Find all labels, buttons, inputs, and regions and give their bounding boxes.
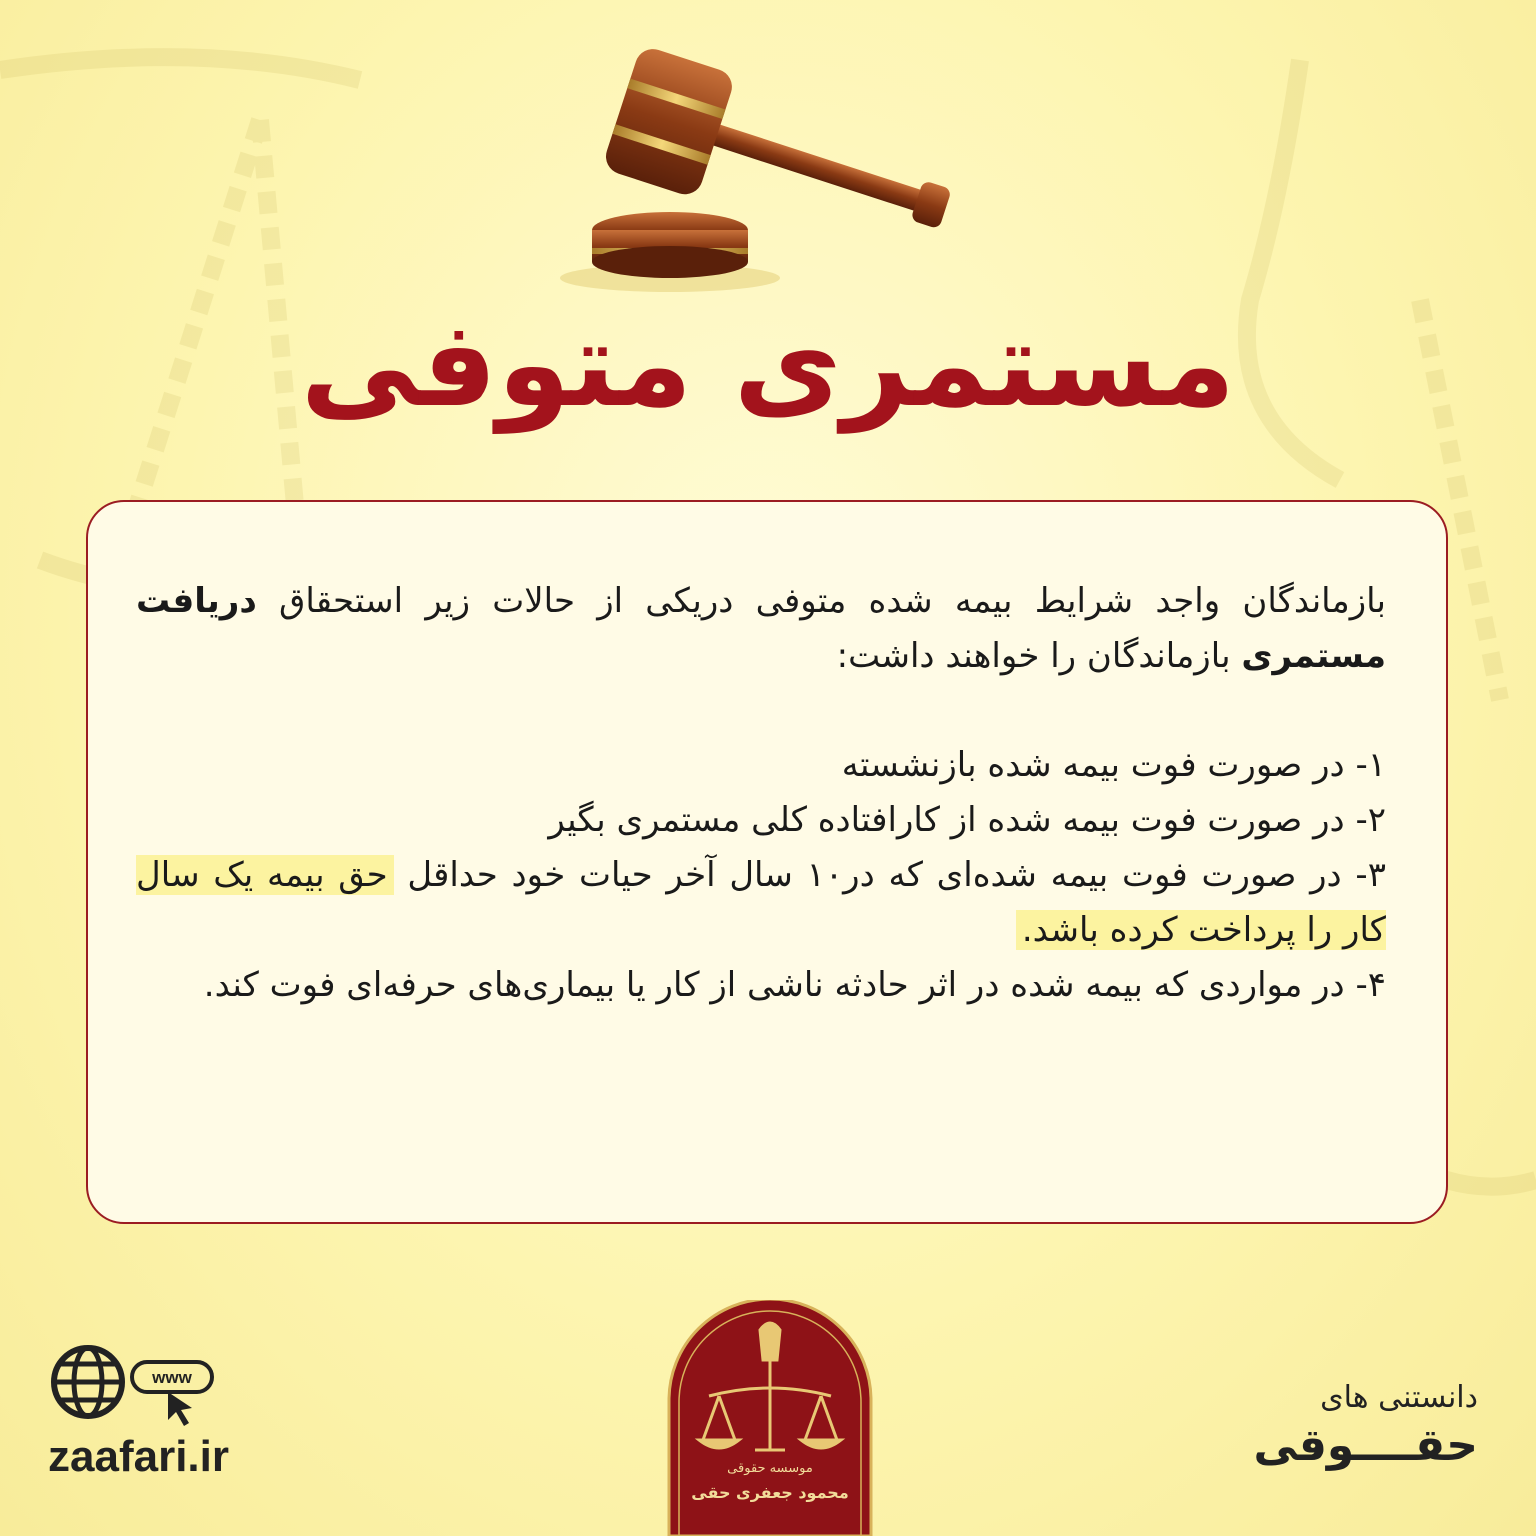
intro-bold: دریافت مستمری xyxy=(136,581,1386,677)
seal-line-1: موسسه حقوقی xyxy=(727,1461,813,1476)
card-text xyxy=(136,574,1386,1014)
spacer xyxy=(136,684,1386,738)
gavel-icon xyxy=(560,40,1000,320)
brand-line-2: حقــــوقی xyxy=(1253,1420,1478,1471)
highlighted-text: حق بیمه یک سال کار را پرداخت کرده باشد. xyxy=(136,855,1386,951)
www-label: www xyxy=(152,1368,192,1387)
seal-line-2: محمود جعفری حقی xyxy=(691,1483,849,1502)
list-item-4: ۴- در مواردی که بیمه شده در اثر حادثه ناشی از کار یا بیماری‌های حرفه‌ای فوت کند. xyxy=(203,965,1386,1006)
list-item-3 xyxy=(136,848,1386,958)
list-item-1: ۱- در صورت فوت بیمه شده بازنشسته xyxy=(841,745,1386,786)
content-card xyxy=(86,500,1448,1224)
cursor-icon xyxy=(168,1392,192,1426)
intro-paragraph xyxy=(136,574,1386,684)
intro-part1: بازماندگان واجد شرایط بیمه شده متوفی دریکی از حالات زیر استحقاق xyxy=(256,581,1386,621)
list-item-2: ۲- در صورت فوت بیمه شده از کارافتاده کلی مستمری بگیر xyxy=(548,800,1386,841)
intro-part2: بازماندگان را خواهند داشت: xyxy=(836,636,1242,677)
website-link[interactable]: zaafari.ir xyxy=(48,1432,229,1481)
brand-line-1: دانستنی های xyxy=(1320,1380,1478,1415)
page-title: مستمری متوفی xyxy=(300,295,1236,433)
globe-www-icon xyxy=(48,1340,218,1440)
brand-block xyxy=(1198,1378,1478,1474)
list-item-3-part1: ۳- در صورت فوت بیمه شده‌ای که در۱۰ سال آخر حیات خود حداقل xyxy=(393,855,1386,896)
institute-seal-logo xyxy=(663,1300,877,1536)
